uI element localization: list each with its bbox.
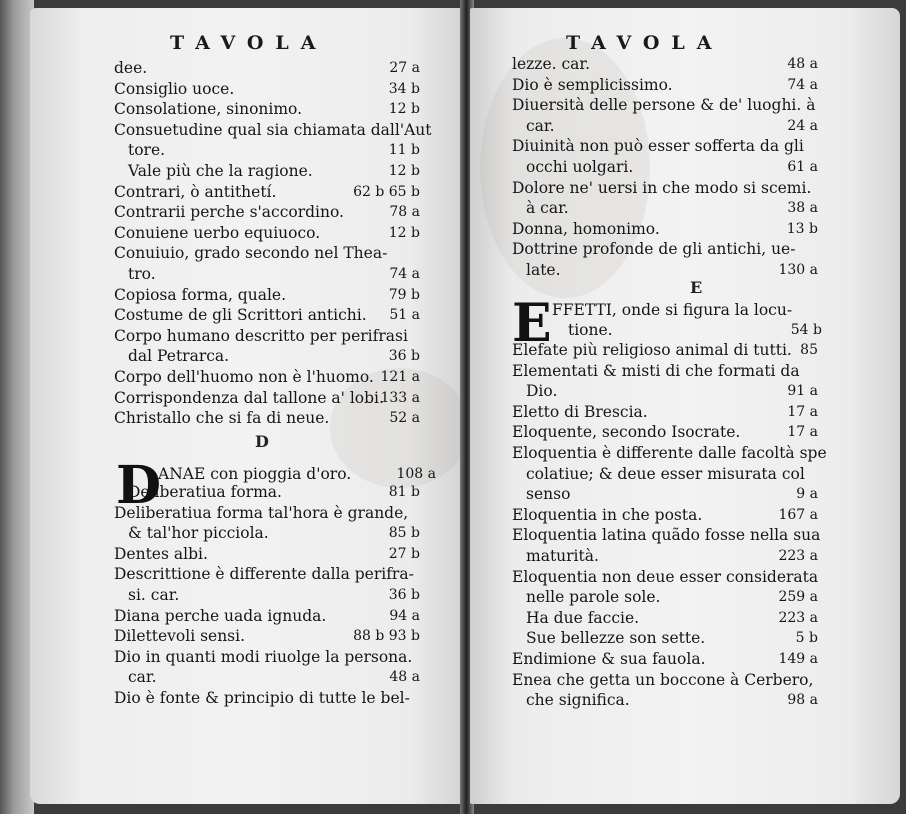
entry-ref: 51 a xyxy=(389,307,420,324)
entry-text: Eloquentia in che posta. xyxy=(512,505,703,524)
entry-text: car. xyxy=(128,668,157,687)
entry-ref: 12 b xyxy=(388,224,420,241)
entry-text: Diuinità non può esser sofferta da gli xyxy=(512,137,804,156)
entry-ref: 130 a xyxy=(778,262,818,278)
entry-text: Dentes albi. xyxy=(114,544,208,563)
entry-text: occhi uolgari. xyxy=(526,158,634,176)
entry-text: Dio è fonte & principio di tutte le bel- xyxy=(114,689,410,707)
entry-text: Elefate più religioso animal di tutti. xyxy=(512,341,792,359)
entry-ref: 74 a xyxy=(389,266,420,282)
entry-ref: 48 a xyxy=(389,669,420,686)
entry-ref: 81 b xyxy=(388,484,420,500)
entry-ref: 108 a xyxy=(396,466,436,482)
entry-text: Conuiene uerbo equiuoco. xyxy=(114,223,321,242)
entry-ref: 259 a xyxy=(778,589,818,606)
entry-text: Christallo che si fa di neue. xyxy=(114,409,330,428)
entry-ref: 5 b xyxy=(795,630,818,647)
entry-text: Consiglio uoce. xyxy=(114,79,235,98)
entry-text: tro. xyxy=(128,265,156,283)
entry-ref: 85 b xyxy=(388,525,420,542)
right-page-header: TAVOLA xyxy=(566,32,724,54)
entry-ref: 98 a xyxy=(787,692,818,709)
entry-text: Vale più che la ragione. xyxy=(128,162,313,180)
entry-text: Dio è semplicissimo. xyxy=(512,75,673,94)
entry-text: Corrispondenza dal tallone a' lobi. xyxy=(114,388,384,407)
entry-ref: 121 a xyxy=(380,369,420,385)
entry-text: dee. xyxy=(114,59,148,77)
entry-ref: 27 a xyxy=(389,60,420,76)
entry-text: Deliberatiua forma. xyxy=(128,483,282,501)
entry-ref: 88 b 93 b xyxy=(353,628,420,645)
entry-text: lezze. car. xyxy=(512,55,591,73)
entry-text: Dottrine profonde de gli antichi, ue- xyxy=(512,240,796,259)
entry-ref: 223 a xyxy=(778,609,818,626)
entry-ref: 34 b xyxy=(388,80,420,97)
entry-text: Ha due faccie. xyxy=(526,608,640,627)
entry-text: si. car. xyxy=(128,586,180,604)
entry-text: Eloquentia non deue esser considerata xyxy=(512,567,819,586)
left-dropcap: D xyxy=(116,455,162,516)
entry-ref: 167 a xyxy=(778,506,818,523)
entry-text: & tal'hor picciola. xyxy=(128,524,269,543)
entry-text: FFETTI, onde si figura la locu- xyxy=(552,301,793,319)
entry-text: à car. xyxy=(526,199,569,218)
entry-ref: 17 a xyxy=(787,403,818,420)
entry-text: Eloquentia è differente dalle facoltà spe xyxy=(512,444,827,462)
entry-text: Consuetudine qual sia chiamata dall'Aut xyxy=(114,120,432,139)
entry-ref: 78 a xyxy=(389,204,420,221)
entry-ref: 27 b xyxy=(388,545,420,562)
entry-ref: 24 a xyxy=(787,117,818,134)
entry-ref: 74 a xyxy=(787,76,818,93)
right-page xyxy=(470,8,900,804)
entry-text: Consolatione, sinonimo. xyxy=(114,100,303,119)
entry-text: Sue bellezze son sette. xyxy=(526,629,706,648)
entry-text: maturità. xyxy=(526,547,599,565)
left-page xyxy=(30,8,462,804)
entry-ref: 223 a xyxy=(778,548,818,564)
entry-text: Corpo humano descritto per perifrasi xyxy=(114,326,408,345)
entry-ref: 85 xyxy=(800,342,818,358)
entry-text: car. xyxy=(526,116,555,135)
entry-ref: 94 a xyxy=(389,607,420,624)
entry-text: Diuersità delle persone & de' luoghi. à xyxy=(512,96,816,115)
entry-ref: 62 b 65 b xyxy=(353,183,420,200)
entry-ref: 54 b xyxy=(790,322,822,338)
left-section-letter: D xyxy=(255,432,269,451)
entry-text: tore. xyxy=(128,141,166,160)
entry-ref: 133 a xyxy=(380,389,420,406)
entry-ref: 11 b xyxy=(388,142,420,159)
entry-ref: 48 a xyxy=(787,56,818,72)
entry-text: che significa. xyxy=(526,691,630,710)
left-page-header: TAVOLA xyxy=(170,32,328,54)
entry-ref: 52 a xyxy=(389,410,420,427)
entry-ref: 79 b xyxy=(388,286,420,303)
entry-ref: 13 b xyxy=(786,220,818,237)
entry-ref: 12 b xyxy=(388,163,420,179)
right-dropcap: E xyxy=(512,293,552,354)
entry-text: Deliberatiua forma tal'hora è grande, xyxy=(114,503,409,522)
entry-text: dal Petrarca. xyxy=(128,347,230,366)
entry-ref: 149 a xyxy=(778,651,818,667)
entry-text: Eloquente, secondo Isocrate. xyxy=(512,423,741,442)
entry-text: Dolore ne' uersi in che modo si scemi. xyxy=(512,178,812,197)
entry-text: ANAE con pioggia d'oro. xyxy=(158,465,352,483)
entry-text: Eletto di Brescia. xyxy=(512,402,648,421)
entry-text: Diana perche uada ignuda. xyxy=(114,606,327,625)
entry-text: Conuiuio, grado secondo nel Thea- xyxy=(114,244,388,263)
book-cover-edge xyxy=(0,0,34,814)
entry-ref: 17 a xyxy=(787,424,818,441)
entry-text: Eloquentia latina quãdo fosse nella sua xyxy=(512,526,821,545)
entry-ref: 91 a xyxy=(787,383,818,400)
entry-text: Donna, homonimo. xyxy=(512,219,660,238)
entry-ref: 61 a xyxy=(787,159,818,175)
entry-text: Dio in quanti modi riuolge la persona. xyxy=(114,647,413,666)
entry-text: Costume de gli Scrittori antichi. xyxy=(114,306,367,325)
entry-text: Contrarii perche s'accordino. xyxy=(114,203,344,222)
entry-text: tione. xyxy=(568,321,613,339)
entry-ref: 9 a xyxy=(796,486,818,503)
entry-text: Elementati & misti di che formati da xyxy=(512,361,800,380)
entry-ref: 36 b xyxy=(388,587,420,603)
entry-text: senso xyxy=(526,485,571,504)
entry-ref: 12 b xyxy=(388,101,420,118)
entry-text: late. xyxy=(526,261,561,279)
entry-text: Copiosa forma, quale. xyxy=(114,285,286,304)
entry-text: Contrari, ò antithetí. xyxy=(114,182,277,201)
entry-text: colatiue; & deue esser misurata col xyxy=(526,464,805,483)
entry-text: Dio. xyxy=(526,382,558,401)
entry-text: Corpo dell'huomo non è l'huomo. xyxy=(114,368,374,386)
entry-text: Dilettevoli sensi. xyxy=(114,627,246,646)
entry-ref: 36 b xyxy=(388,348,420,365)
entry-text: nelle parole sole. xyxy=(526,588,661,607)
entry-text: Enea che getta un boccone à Cerbero, xyxy=(512,670,814,689)
right-section-letter: E xyxy=(690,278,703,297)
entry-text: Descrittione è differente dalla perifra- xyxy=(114,565,414,584)
entry-ref: 38 a xyxy=(787,200,818,217)
entry-text: Endimione & sua fauola. xyxy=(512,650,706,668)
